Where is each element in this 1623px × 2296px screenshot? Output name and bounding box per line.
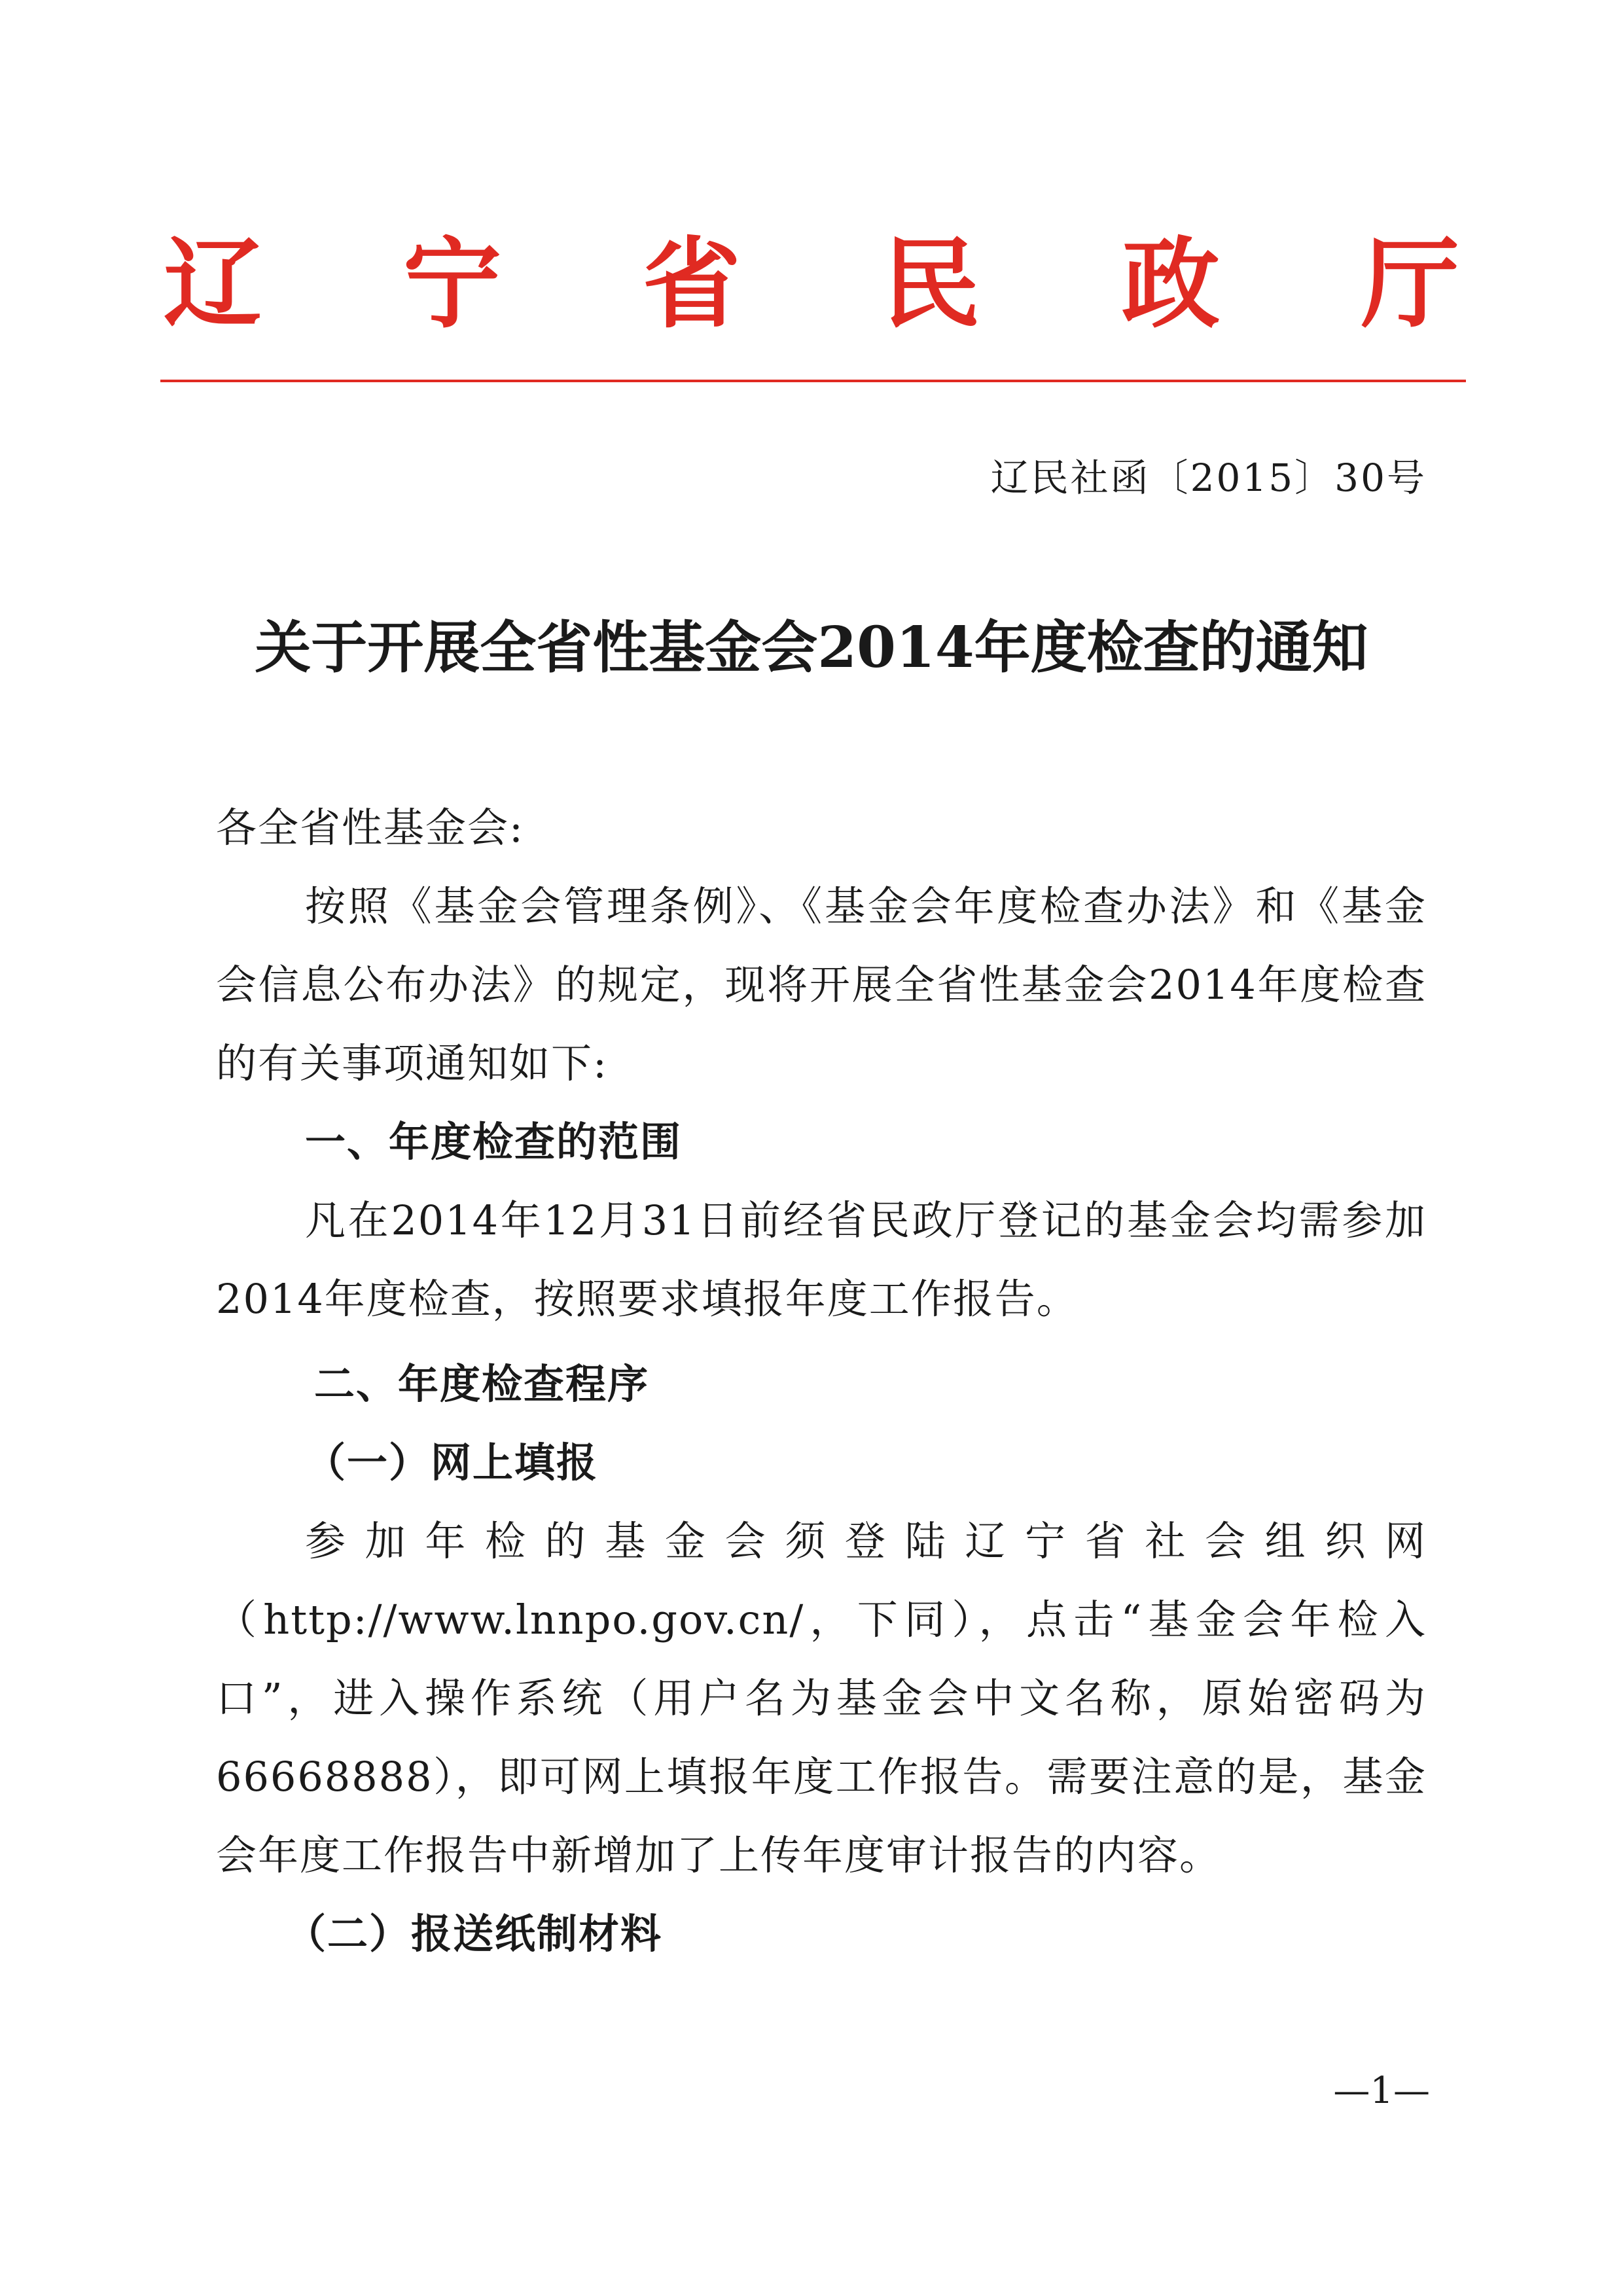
document-number: 辽民社函〔2015〕30号: [990, 456, 1427, 500]
header-char-3: 省: [642, 228, 741, 342]
issuing-authority-header: [164, 226, 1459, 344]
page-number: —1—: [1333, 2070, 1430, 2112]
header-char-6: 厅: [1361, 228, 1459, 342]
header-char-2: 宁: [402, 228, 501, 342]
header-char-1: 辽: [164, 228, 262, 342]
subheading-online-filing: （一）网上填报: [305, 1439, 599, 1486]
section-heading-scope: 一、年度检查的范围: [305, 1118, 683, 1166]
subheading-paper-materials: （二）报送纸制材料: [285, 1910, 663, 1958]
scope-paragraph: 凡在2014年12月31日前经省民政厅登记的基金会均需参加2014年度检查，按照要求填报年度工作报告。: [216, 1196, 1427, 1323]
header-red-rule: [160, 380, 1466, 382]
salutation: 各全省性基金会:: [216, 804, 524, 852]
online-filing-paragraph: 参加年检的基金会须登陆辽宁省社会组织网（http://www.lnnpo.gov.cn/，下同），点击“基金会年检入口”，进入操作系统（用户名为基金会中文名称，原始密码为66668888），即可网上填报年度工作报告。需要注意的是，基金会年度工作报告中新增加了上传年度审计报告的内容。: [216, 1517, 1427, 1879]
section-heading-procedure: 二、年度检查程序: [314, 1360, 650, 1408]
header-char-4: 民: [882, 228, 980, 342]
intro-paragraph: 按照《基金会管理条例》、《基金会年度检查办法》和《基金会信息公布办法》的规定，现将开展全省性基金会2014年度检查的有关事项通知如下:: [216, 882, 1427, 1087]
document-title: 关于开展全省性基金会2014年度检查的通知: [255, 615, 1368, 681]
header-char-5: 政: [1121, 228, 1220, 342]
